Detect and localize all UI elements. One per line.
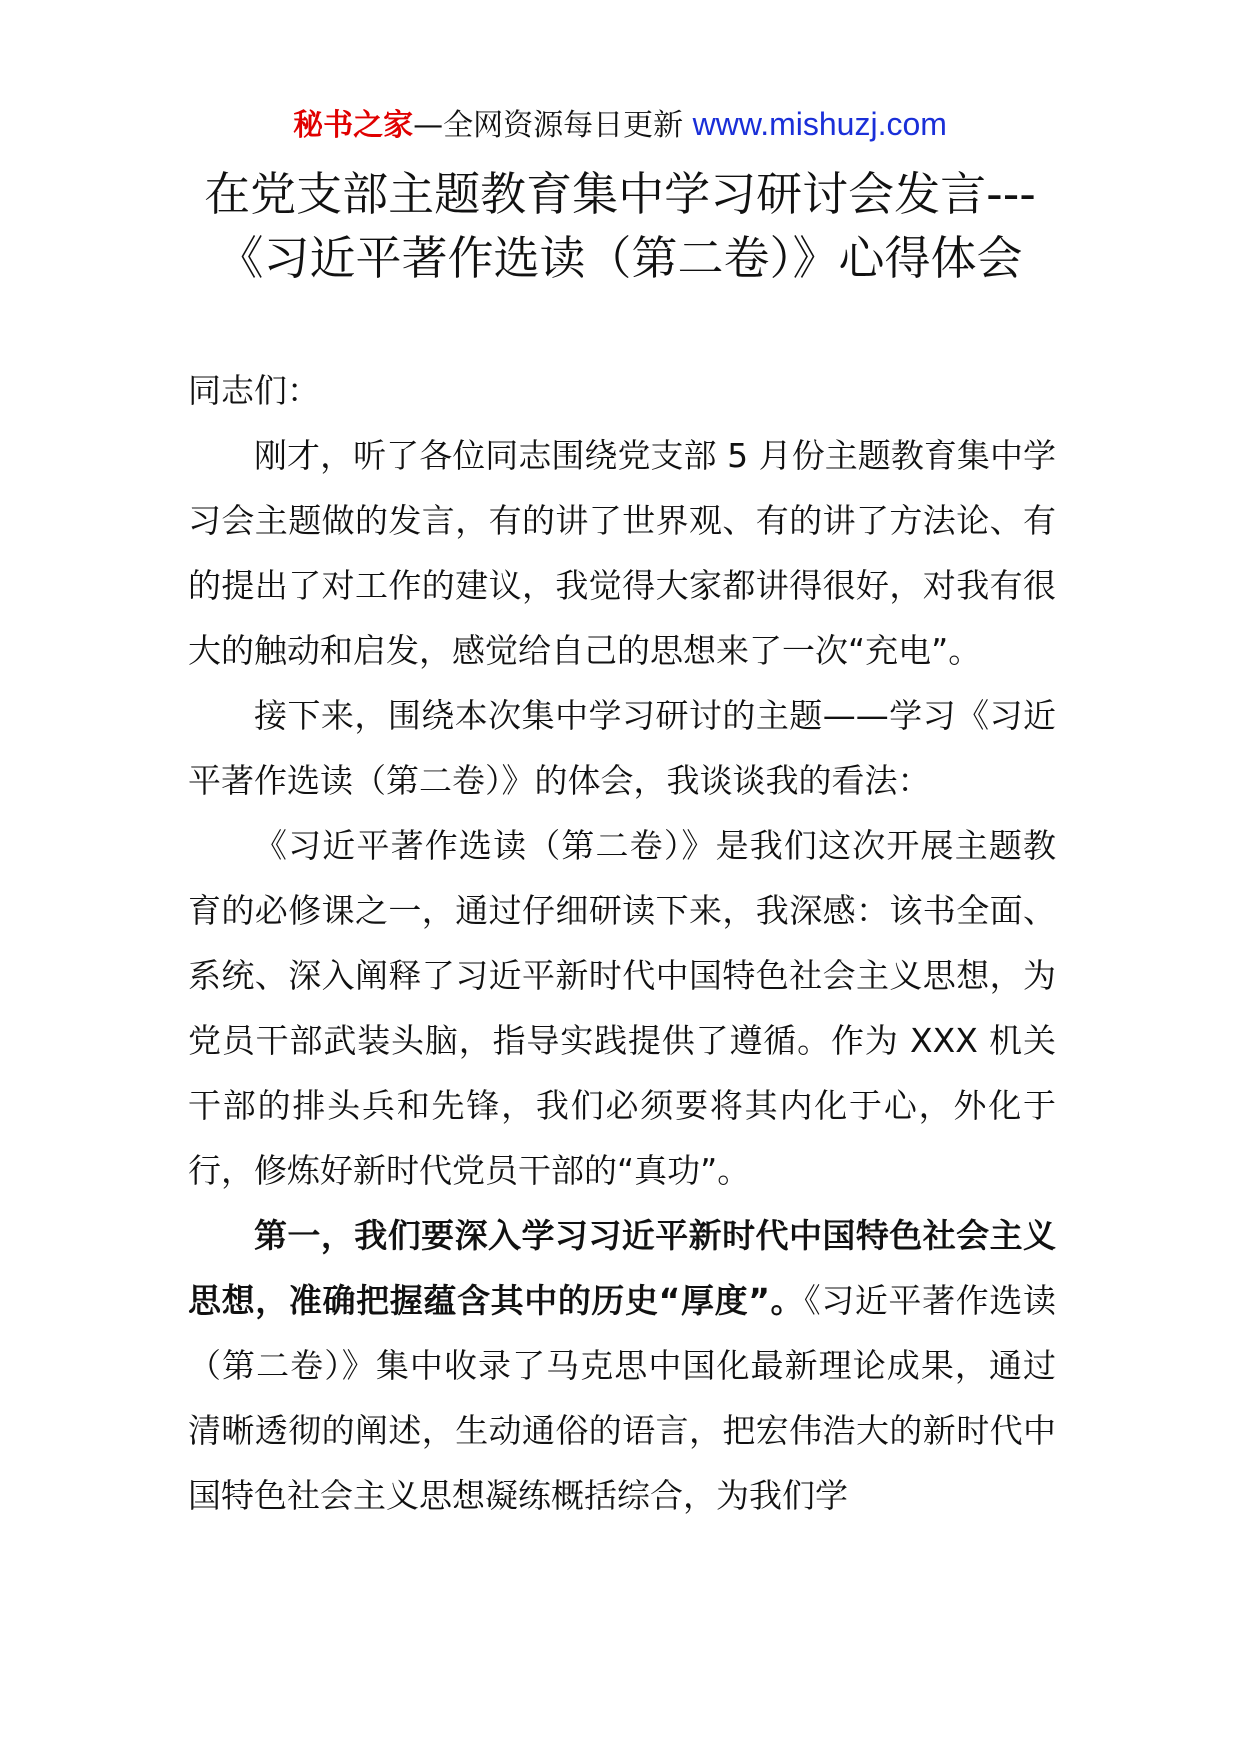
title-line-1: 在党支部主题教育集中学习研讨会发言--- bbox=[204, 167, 1036, 221]
paragraph-4 bbox=[188, 1203, 1056, 1528]
site-header bbox=[0, 100, 1240, 150]
document-body bbox=[188, 358, 1056, 1528]
paragraph-4-rest: 《习近平著作选读（第二卷）》集中收录了马克思中国化最新理论成果，通过清晰透彻的阐述，生动通俗的语言，把宏伟浩大的新时代中国特色社会主义思想凝练概括综合，为我们学 bbox=[188, 1281, 1056, 1515]
paragraph-2: 接下来，围绕本次集中学习研讨的主题——学习《习近平著作选读（第二卷）》的体会，我谈谈我的看法： bbox=[188, 696, 1056, 800]
brand-name: 秘书之家 bbox=[293, 108, 414, 143]
site-url-link[interactable]: www.mishuzj.com bbox=[692, 106, 947, 142]
header-tagline: —全网资源每日更新 bbox=[413, 108, 693, 143]
paragraph-4-lead: 第一，我们要深入学习习近平新时代中国特色社会主义思想，准确把握蕴含其中的历史“厚度”。 bbox=[188, 1216, 1056, 1320]
title-line-2: 《习近平著作选读（第二卷）》心得体会 bbox=[217, 231, 1023, 285]
paragraph-3: 《习近平著作选读（第二卷）》是我们这次开展主题教育的必修课之一，通过仔细研读下来，我深感：该书全面、系统、深入阐释了习近平新时代中国特色社会主义思想，为党员干部武装头脑，指导实践提供了遵循。作为 XXX 机关干部的排头兵和先锋，我们必须要将其内化于心，外化于行，修炼好新时代党员干部的“真功”。 bbox=[188, 826, 1056, 1190]
salutation: 同志们： bbox=[188, 371, 320, 410]
paragraph-1: 刚才，听了各位同志围绕党支部 5 月份主题教育集中学习会主题做的发言，有的讲了世界观、有的讲了方法论、有的提出了对工作的建议，我觉得大家都讲得很好，对我有很大的触动和启发，感觉给自己的思想来了一次“充电”。 bbox=[188, 436, 1056, 670]
document-title bbox=[140, 162, 1100, 290]
